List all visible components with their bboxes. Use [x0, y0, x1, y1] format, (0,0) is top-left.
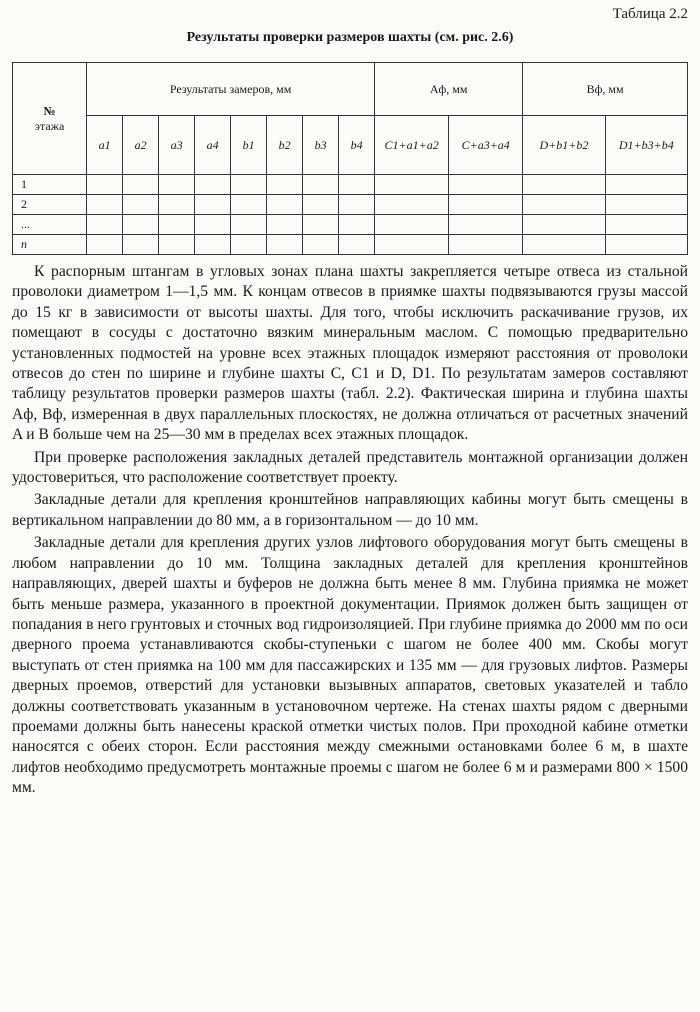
sub-header-cell: a4: [195, 116, 231, 175]
sub-header-cell: C1+a1+a2: [375, 116, 449, 175]
table-row: [13, 175, 688, 195]
a-actual-group-header: Aф, мм: [375, 63, 523, 116]
b-actual-group-header: Bф, мм: [523, 63, 688, 116]
sub-header-cell: b2: [267, 116, 303, 175]
table-row: [13, 235, 688, 255]
row-label: 1: [13, 175, 87, 195]
table-row: [13, 215, 688, 235]
table-label: Таблица 2.2: [612, 6, 688, 22]
sub-header-cell: C+a3+a4: [449, 116, 523, 175]
sub-header-cell: a1: [87, 116, 123, 175]
sub-header-cell: D+b1+b2: [523, 116, 605, 175]
sub-header-cell: b4: [339, 116, 375, 175]
row-label: n: [13, 235, 87, 255]
floor-header-line2: этажа: [34, 118, 65, 133]
floor-header-line1: №: [43, 103, 56, 118]
body-text: [12, 262, 688, 801]
paragraph: К распорным штангам в угловых зонах плана шахты закрепляется четыре отвеса из стальной проволоки диаметром 1—1,5 мм. К концам отвесов в приямке шахты подвязываются грузы массой до 15 кг в зависимости от высоты шахты. Для того, чтобы исключить раскачивание грузов, их помещают в сосуды с достаточно вязким минеральным маслом. С помощью предварительно установленных подмостей на уровне всех этажных площадок измеряют расстояния от проволоки отвесов до стен по ширине и глубине шахты C, C1 и D, D1. По результатам замеров составляют таблицу результатов проверки размеров шахты (табл. 2.2). Фактическая ширина и глубина шахты Aф, Bф, измеренная в двух параллельных плоскостях, не должна отличаться от расчетных значений A и B больше чем на 25—30 мм в пределах всех этажных площадок.: [12, 263, 688, 444]
paragraph: Закладные детали для крепления других узлов лифтового оборудования могут быть смещены в любом направлении до 10 мм. Толщина закладных деталей для крепления кронштейнов направляющих, дверей шахты и буферов не должна быть менее 8 мм. Глубина приямка не может быть меньше размера, указанного в проектной документации. Приямок должен быть защищен от попадания в него грунтовых и сточных вод гидроизоляцией. При глубине приямка до 2000 мм по оси дверного проема устанавливаются скобы-ступеньки с шагом не более 400 мм. Скобы могут выступать от стен приямка на 100 мм для пассажирских и 135 мм — для грузовых лифтов. Размеры дверных проемов, отверстий для установки вызывных аппаратов, световых указателей и табло должны соответствовать указанным в установочном чертеже. На стенах шахты рядом с дверными проемами должны быть нанесены краской отметки чистых полов. При проходной кабине отметки наносятся с обеих сторон. Если расстояния между смежными остановками более 6 м, в шахте лифтов необходимо предусмотреть монтажные проемы с шагом не более 6 м и размерами 800 × 1500 мм.: [12, 534, 688, 797]
sub-header-cell: b1: [231, 116, 267, 175]
sub-header-row: [13, 116, 688, 175]
results-table: [12, 62, 688, 255]
row-label: ...: [13, 215, 87, 235]
sub-header-cell: a3: [159, 116, 195, 175]
sub-header-cell: b3: [303, 116, 339, 175]
measurements-group-header: Результаты замеров, мм: [87, 63, 375, 116]
paragraph: Закладные детали для крепления кронштейнов направляющих кабины могут быть смещены в вертикальном направлении до 80 мм, а в горизонтальном — до 10 мм.: [12, 491, 688, 529]
table-title: Результаты проверки размеров шахты (см. рис. 2.6): [186, 30, 514, 45]
sub-header-cell: D1+b3+b4: [605, 116, 687, 175]
floor-number-header: [13, 63, 87, 175]
table-row: [13, 195, 688, 215]
sub-header-cell: a2: [123, 116, 159, 175]
row-label: 2: [13, 195, 87, 215]
paragraph: При проверке расположения закладных деталей представитель монтажной организации должен удостовериться, что расположение соответствует проекту.: [12, 448, 688, 487]
